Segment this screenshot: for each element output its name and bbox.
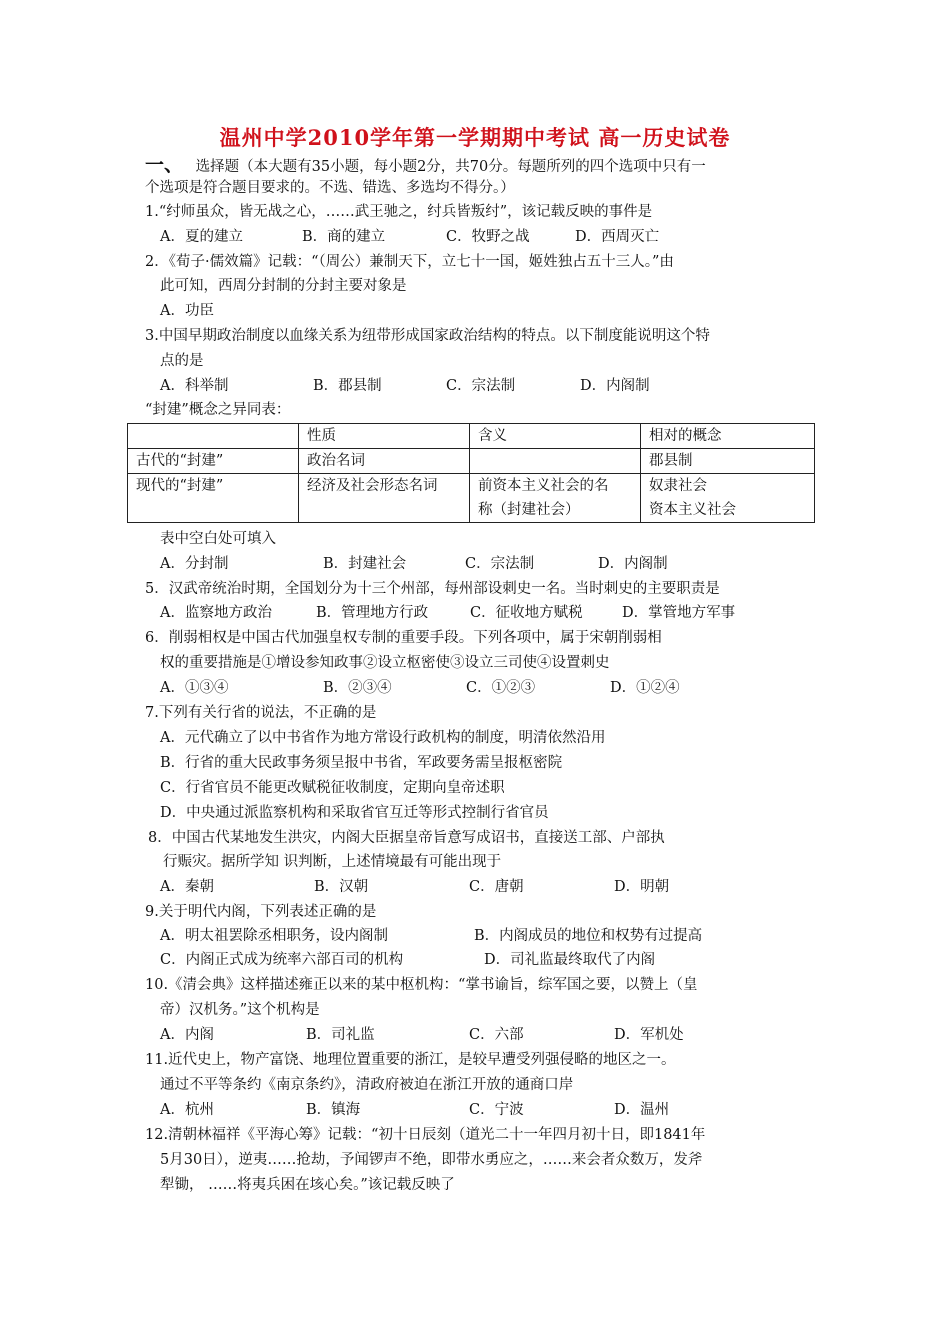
table-header-row bbox=[128, 424, 815, 449]
question-3-stem-line-1: 3.中国早期政治制度以血缘关系为纽带形成国家政治结构的特点。以下制度能说明这个特 bbox=[145, 328, 710, 344]
table-cell: 含义 bbox=[470, 424, 641, 449]
question-10-stem-line-1: 10.《清会典》这样描述雍正以来的某中枢机构：“掌书谕旨，综军国之要，以赞上（皇 bbox=[145, 977, 698, 993]
question-7-option-d: D．中央通过派监察机构和采取省官互迁等形式控制行省官员 bbox=[160, 805, 549, 821]
question-8-option-c: C．唐朝 bbox=[469, 879, 524, 895]
feudal-concept-table bbox=[127, 423, 815, 523]
question-4-stem: 表中空白处可填入 bbox=[160, 531, 276, 547]
question-11-option-a: A．杭州 bbox=[160, 1102, 214, 1118]
table-cell-blank bbox=[470, 449, 641, 474]
question-5-option-c: C．征收地方赋税 bbox=[470, 605, 583, 621]
cell-text: 资本主义社会 bbox=[649, 502, 736, 518]
question-8-option-a: A．秦朝 bbox=[160, 879, 214, 895]
question-1-option-d: D．西周灭亡 bbox=[575, 229, 660, 245]
question-9-stem: 9.关于明代内阁，下列表述正确的是 bbox=[145, 904, 377, 920]
cell-text: 经济及社会形态名词 bbox=[307, 478, 438, 494]
question-4-option-c: C．宗法制 bbox=[465, 556, 535, 572]
question-4-option-b: B．封建社会 bbox=[323, 556, 407, 572]
question-10-option-c: C．六部 bbox=[469, 1027, 524, 1043]
question-1-option-b: B．商的建立 bbox=[302, 229, 386, 245]
table-cell bbox=[641, 474, 815, 523]
question-5-option-d: D．掌管地方军事 bbox=[622, 605, 736, 621]
question-8-stem-line-1: 8．中国古代某地发生洪灾，内阁大臣据皇帝旨意写成诏书，直接送工部、户部执 bbox=[148, 830, 665, 846]
page-title: 温州中学2010学年第一学期期中考试 高一历史试卷 bbox=[219, 125, 731, 150]
table-cell: 古代的“封建” bbox=[128, 449, 299, 474]
section-intro-line-1: 选择题（本大题有35小题，每小题2分，共70分。每题所列的四个选项中只有一 bbox=[195, 159, 706, 175]
question-11-option-b: B．镇海 bbox=[306, 1102, 361, 1118]
cell-text: 奴隶社会 bbox=[649, 478, 707, 494]
question-4-option-a: A．分封制 bbox=[160, 556, 229, 572]
question-12-stem-line-1: 12.清朝林福祥《平海心筹》记载：“初十日辰刻（道光二十一年四月初十日，即1841年 bbox=[145, 1127, 706, 1143]
question-12-stem-line-2: 5月30日），逆夷……抢劫，予闻锣声不绝，即带水勇应之，……来会者众数万，发斧 bbox=[160, 1152, 703, 1168]
question-3-option-a: A．科举制 bbox=[160, 378, 229, 394]
question-4-option-d: D．内阁制 bbox=[598, 556, 668, 572]
question-9-option-c: C．内阁正式成为统率六部百司的机构 bbox=[160, 952, 404, 968]
question-9-option-b: B．内阁成员的地位和权势有过提高 bbox=[474, 928, 703, 944]
question-6-option-b: B．②③④ bbox=[323, 680, 392, 696]
question-11-stem-line-2: 通过不平等条约《南京条约》，清政府被迫在浙江开放的通商口岸 bbox=[160, 1077, 574, 1093]
question-2-option-a: A．功臣 bbox=[160, 303, 214, 319]
table-caption: “封建”概念之异同表： bbox=[145, 402, 291, 418]
question-7-option-a: A．元代确立了以中书省作为地方常设行政机构的制度，明清依然沿用 bbox=[160, 730, 606, 746]
table-cell: 相对的概念 bbox=[641, 424, 815, 449]
question-12-stem-line-3: 犁锄， ……将夷兵困在垓心矣。”该记载反映了 bbox=[160, 1177, 455, 1193]
question-2-stem-line-1: 2．《荀子·儒效篇》记载：“（周公）兼制天下，立七十一国，姬姓独占五十三人。”由 bbox=[145, 254, 674, 270]
question-11-option-c: C．宁波 bbox=[469, 1102, 524, 1118]
table-row bbox=[128, 449, 815, 474]
question-2-stem-line-2: 此可知，西周分封制的分封主要对象是 bbox=[160, 278, 407, 294]
question-8-stem-line-2: 行赈灾。据所学知 识判断，上述情境最有可能出现于 bbox=[163, 854, 502, 870]
section-intro-line-2: 个选项是符合题目要求的。不选、错选、多选均不得分。） bbox=[145, 180, 515, 196]
question-10-stem-line-2: 帝）汉机务。”这个机构是 bbox=[160, 1002, 320, 1018]
question-11-stem-line-1: 11.近代史上，物产富饶、地理位置重要的浙江，是较早遭受列强侵略的地区之一。 bbox=[145, 1052, 676, 1068]
question-8-option-b: B．汉朝 bbox=[314, 879, 369, 895]
table-cell bbox=[470, 474, 641, 523]
question-3-option-c: C．宗法制 bbox=[446, 378, 516, 394]
table-cell bbox=[299, 474, 470, 523]
question-7-option-c: C．行省官员不能更改赋税征收制度，定期向皇帝述职 bbox=[160, 780, 505, 796]
question-7-option-b: B．行省的重大民政事务须呈报中书省，军政要务需呈报枢密院 bbox=[160, 755, 563, 771]
question-10-option-b: B．司礼监 bbox=[306, 1027, 375, 1043]
question-8-option-d: D．明朝 bbox=[614, 879, 670, 895]
question-3-stem-line-2: 点的是 bbox=[160, 353, 204, 369]
question-6-option-c: C．①②③ bbox=[466, 680, 536, 696]
table-cell bbox=[128, 424, 299, 449]
section-heading bbox=[145, 155, 706, 177]
cell-text: 称（封建社会） bbox=[478, 502, 580, 518]
question-6-option-a: A．①③④ bbox=[160, 680, 229, 696]
question-5-stem: 5．汉武帝统治时期，全国划分为十三个州部，每州部设刺史一名。当时刺史的主要职责是 bbox=[145, 581, 720, 597]
question-1-option-c: C．牧野之战 bbox=[446, 229, 530, 245]
cell-text: 前资本主义社会的名 bbox=[478, 478, 609, 494]
table-cell: 政治名词 bbox=[299, 449, 470, 474]
question-5-option-b: B．管理地方行政 bbox=[316, 605, 429, 621]
cell-text: 现代的“封建” bbox=[136, 478, 224, 494]
question-7-stem: 7.下列有关行省的说法，不正确的是 bbox=[145, 705, 377, 721]
question-6-stem-line-2: 权的重要措施是①增设参知政事②设立枢密使③设立三司使④设置刺史 bbox=[160, 655, 610, 671]
table-cell: 郡县制 bbox=[641, 449, 815, 474]
question-10-option-d: D．军机处 bbox=[614, 1027, 684, 1043]
table-row bbox=[128, 474, 815, 523]
question-9-option-a: A．明太祖罢除丞相职务，设内阁制 bbox=[160, 928, 388, 944]
question-1-stem: 1.“纣师虽众，皆无战之心，……武王驰之，纣兵皆叛纣”，该记载反映的事件是 bbox=[145, 204, 653, 220]
question-11-option-d: D．温州 bbox=[614, 1102, 670, 1118]
question-1-option-a: A．夏的建立 bbox=[160, 229, 243, 245]
question-5-option-a: A．监察地方政治 bbox=[160, 605, 272, 621]
question-6-stem-line-1: 6．削弱相权是中国古代加强皇权专制的重要手段。下列各项中，属于宋朝削弱相 bbox=[145, 630, 662, 646]
table-cell: 性质 bbox=[299, 424, 470, 449]
table-cell bbox=[128, 474, 299, 523]
question-6-option-d: D．①②④ bbox=[610, 680, 680, 696]
question-10-option-a: A．内阁 bbox=[160, 1027, 214, 1043]
section-number: 一、 bbox=[145, 154, 184, 176]
question-3-option-b: B．郡县制 bbox=[313, 378, 382, 394]
question-3-option-d: D．内阁制 bbox=[580, 378, 650, 394]
question-9-option-d: D．司礼监最终取代了内阁 bbox=[484, 952, 656, 968]
